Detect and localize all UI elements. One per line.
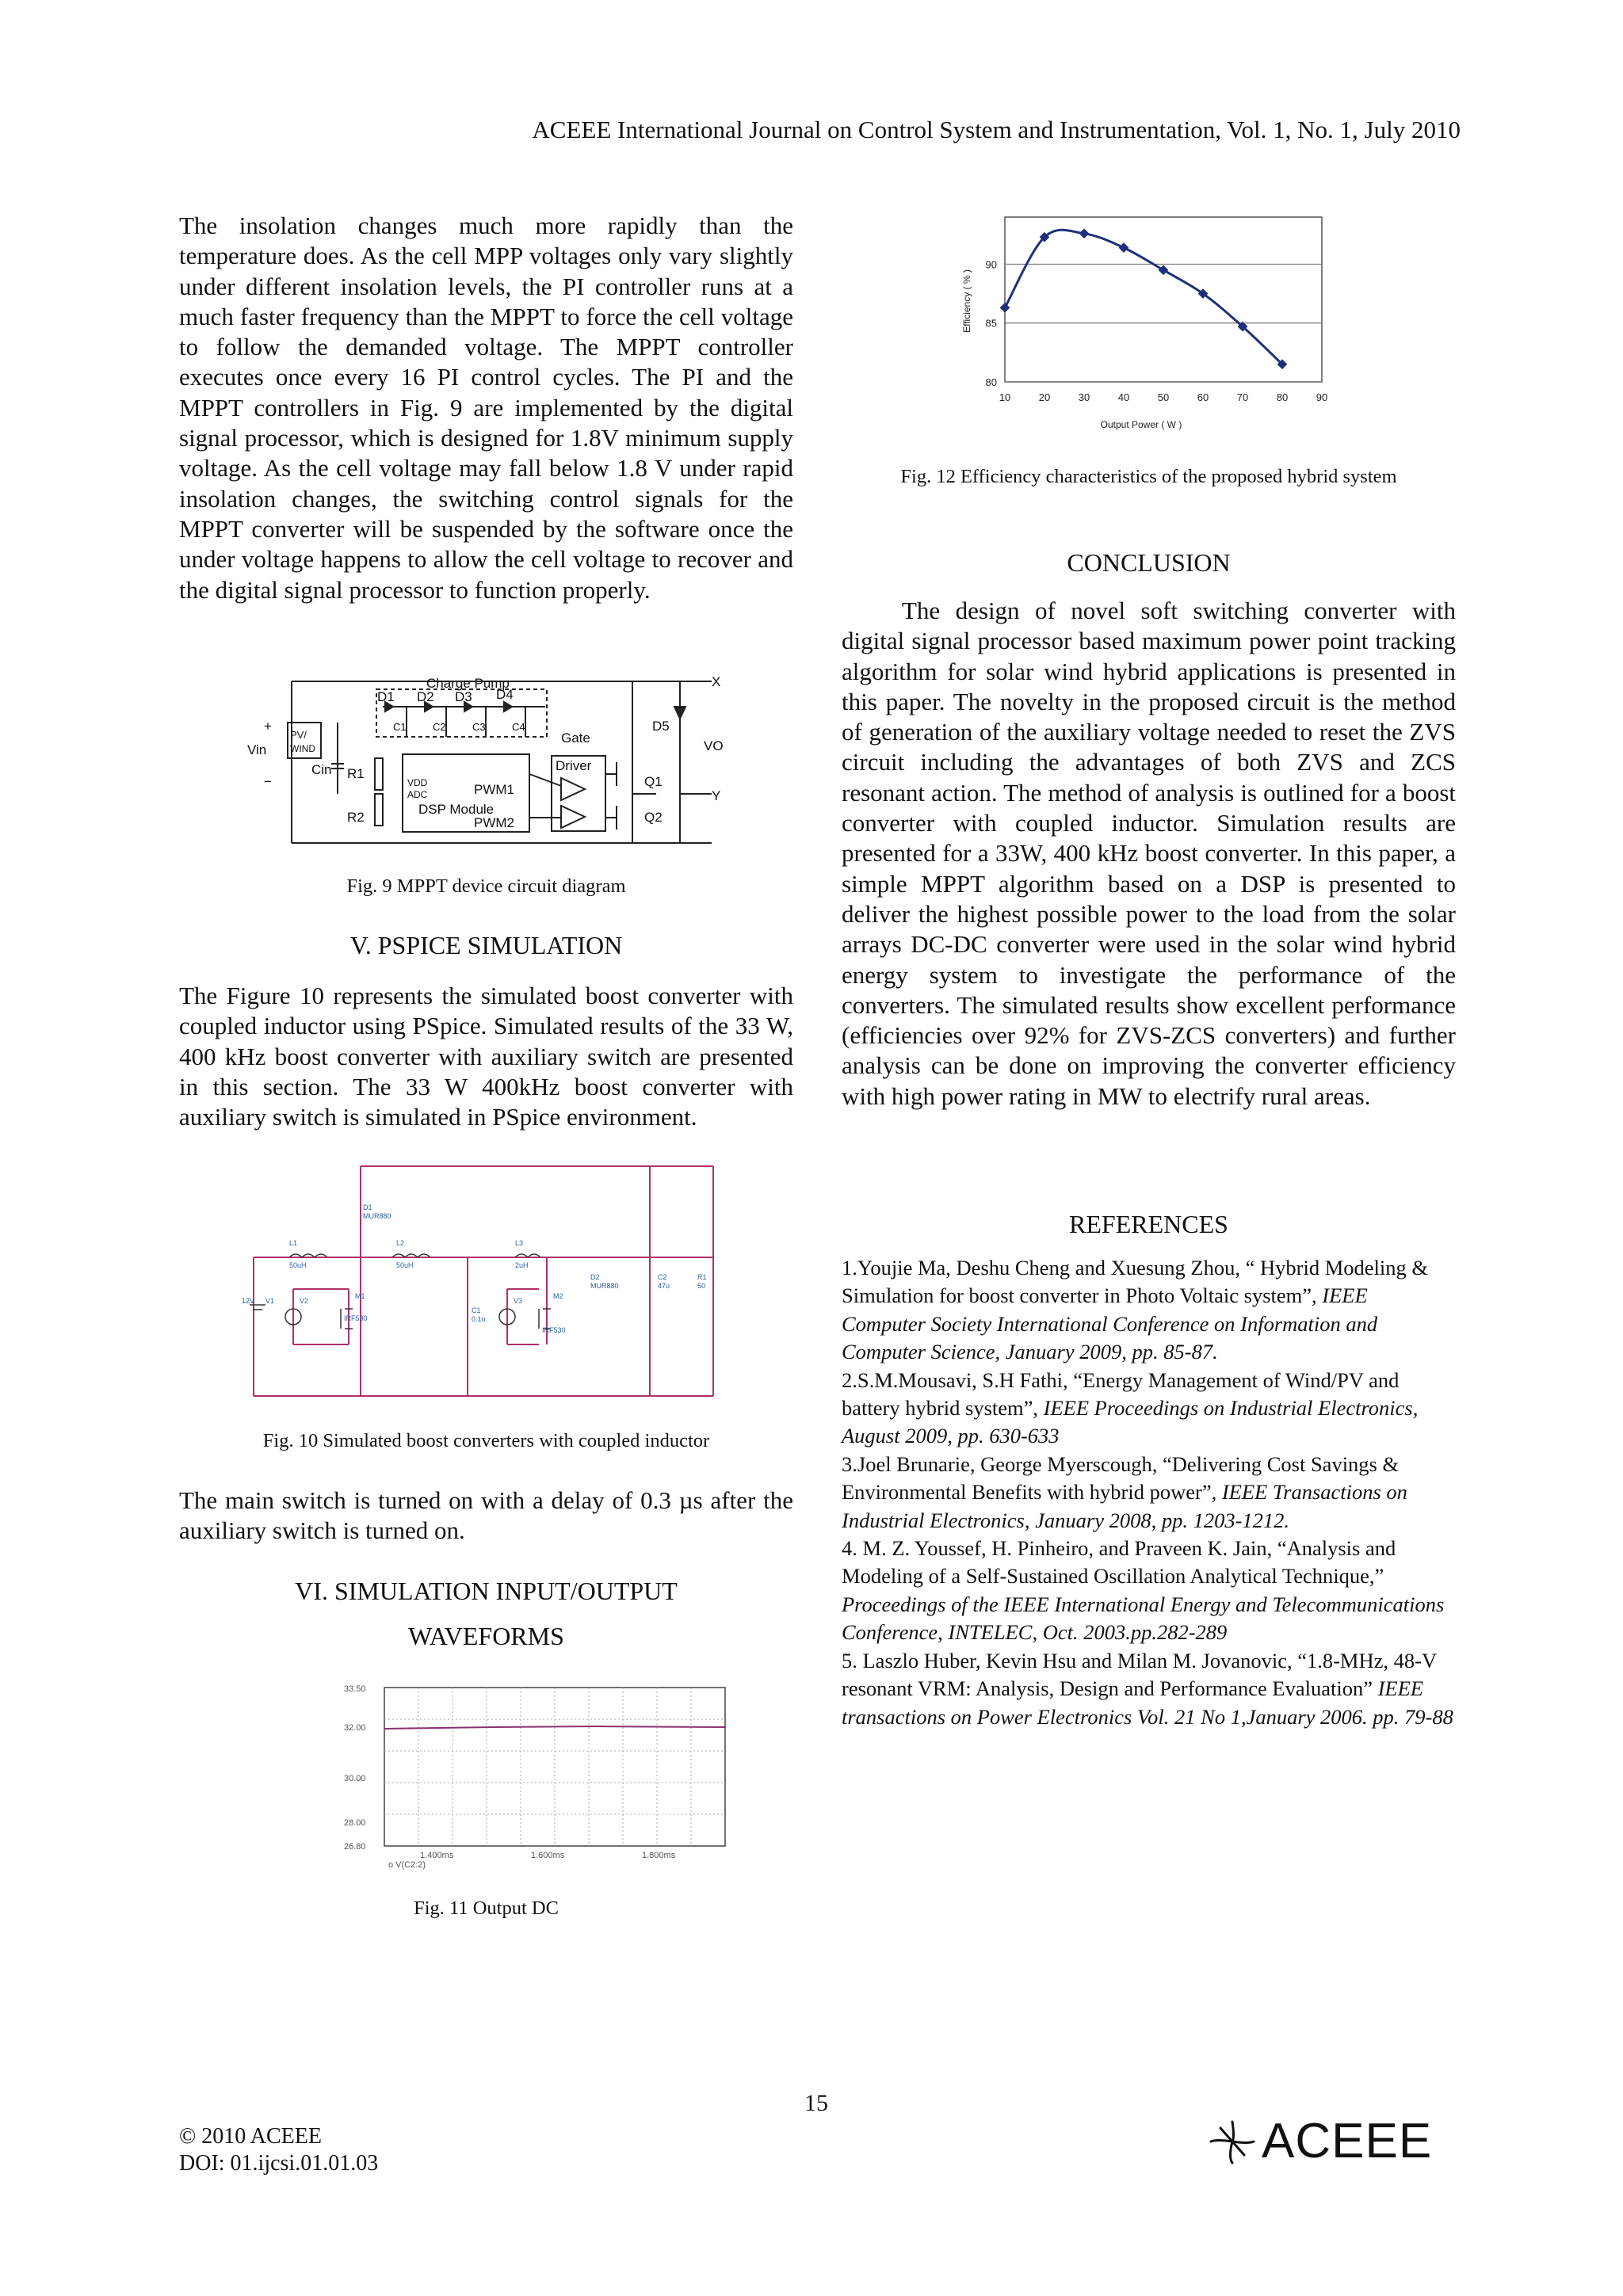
fig9-label: X bbox=[712, 674, 721, 689]
fig9-label: C4 bbox=[512, 721, 525, 733]
fig10-label: V2 bbox=[300, 1297, 309, 1305]
fig9-label: C3 bbox=[472, 721, 486, 733]
fig10-label: 50uH bbox=[289, 1261, 307, 1269]
fig9-label: Charge Pump bbox=[426, 676, 510, 691]
y-axis-label: Efficiency ( % ) bbox=[961, 269, 972, 333]
y-tick-label: 85 bbox=[985, 317, 997, 330]
x-tick-label: 40 bbox=[1117, 391, 1130, 403]
fig9-label: D2 bbox=[417, 689, 434, 704]
reference-item: 3.Joel Brunarie, George Myerscough, “Delivering Cost Savings & Environmental Benefits with hybrid power”, IEEE Transactions on Industrial Electronics, January 2008, pp. 1203-1212. bbox=[842, 1451, 1407, 1532]
fig10-label: MUR880 bbox=[590, 1282, 619, 1290]
fig10-label: M2 bbox=[553, 1292, 563, 1300]
fig9-label: D4 bbox=[496, 687, 514, 702]
x-tick-label: 50 bbox=[1157, 391, 1170, 403]
fig11-tick: 28.00 bbox=[344, 1818, 366, 1828]
fig10-label: D2 bbox=[590, 1273, 600, 1281]
logo-wordmark: ACEEE bbox=[1262, 2114, 1433, 2168]
fig9-label: WIND bbox=[290, 743, 315, 754]
fig9-label: VDD bbox=[407, 777, 428, 788]
fig9-label: R1 bbox=[347, 766, 365, 781]
running-header: ACEEE International Journal on Control System and Instrumentation, Vol. 1, No. 1, July 2010 bbox=[532, 116, 1461, 143]
fig10-label: L3 bbox=[515, 1239, 524, 1247]
fig10-label: M1 bbox=[355, 1292, 365, 1300]
fig10-label: D1 bbox=[363, 1203, 372, 1211]
fig9-label: Cin bbox=[311, 762, 332, 777]
body-paragraph: The insolation changes much more rapidly than the temperature does. As the cell MPP voltages only vary slightly under different insolation levels, the PI controller runs at a much faster frequency than the MPPT to force the cell voltage to follow the demanded voltage. The MPPT controller executes once every 16 PI control cycles. The PI and the MPPT controllers in Fig. 9 are implemented by the digital signal processor, which is designed for 1.8V minimum supply voltage. As the cell voltage may fall below 1.8 V under rapid insolation changes, the switching control signals for the MPPT converter will be suspended by the software once the under voltage happens to allow the cell voltage to recover and the digital signal processor to function properly. bbox=[179, 212, 793, 604]
reference-item: 5. Laszlo Huber, Kevin Hsu and Milan M. Jovanovic, “1.8-MHz, 48-V resonant VRM: Analysis, Design and Performance Evaluation” IEEE transactions on Power Electronics Vol. 21 No 1,January 2006. pp. 79-88 bbox=[842, 1648, 1453, 1729]
fig10-label: MUR880 bbox=[363, 1212, 391, 1220]
x-tick-label: 80 bbox=[1276, 391, 1289, 403]
fig10-label: V3 bbox=[514, 1297, 523, 1305]
fig9-label: Y bbox=[712, 788, 721, 803]
x-tick-label: 10 bbox=[999, 391, 1011, 403]
fig10-label: 12V bbox=[242, 1297, 255, 1305]
fig9-label: + bbox=[264, 719, 272, 734]
fig11-caption: Fig. 11 Output DC bbox=[414, 1897, 559, 1919]
reference-item: 2.S.M.Mousavi, S.H Fathi, “Energy Management of Wind/PV and battery hybrid system”, IEEE Proceedings on Industrial Electronics, August 2009, pp. 630-633 bbox=[842, 1367, 1419, 1448]
fig10-label: C2 bbox=[658, 1273, 667, 1281]
body-paragraph: The Figure 10 represents the simulated boost converter with coupled inductor using PSpice. Simulated results of the 33 W, 400 kHz boost converter with auxiliary switch are presented in this section. The 33 W 400kHz boost converter with auxiliary switch is simulated in PSpice environment. bbox=[179, 982, 793, 1131]
fig11-tick: 32.00 bbox=[344, 1723, 366, 1733]
aceee-logo bbox=[1205, 2114, 1458, 2169]
fig11-tick: 26.80 bbox=[344, 1842, 366, 1852]
data-point bbox=[1119, 242, 1129, 253]
fig10-schematic bbox=[242, 1162, 725, 1400]
fig9-label: R2 bbox=[347, 810, 365, 825]
section-heading: VI. SIMULATION INPUT/OUTPUT bbox=[295, 1577, 678, 1605]
y-tick-label: 90 bbox=[985, 258, 997, 271]
data-point bbox=[1079, 228, 1090, 238]
fig10-label: IRF530 bbox=[344, 1314, 368, 1322]
fig11-legend: o V(C2:2) bbox=[388, 1860, 426, 1870]
fig12-efficiency-chart bbox=[951, 208, 1339, 437]
reference-item: 1.Youjie Ma, Deshu Cheng and Xuesung Zhou, “ Hybrid Modeling & Simulation for boost converter in Photo Voltaic system”, IEEE Computer Society International Conference on Information and Computer Science, January 2009, pp. 85-87. bbox=[842, 1256, 1428, 1364]
y-tick-label: 80 bbox=[985, 376, 997, 388]
fig10-label: V1 bbox=[265, 1297, 275, 1305]
fig9-label: DSP Module bbox=[418, 802, 495, 817]
fig9-label: PWM1 bbox=[474, 782, 514, 797]
x-tick-label: 70 bbox=[1236, 391, 1249, 403]
section-heading: CONCLUSION bbox=[1067, 548, 1231, 577]
x-tick-label: 30 bbox=[1078, 391, 1090, 403]
fig10-label: R1 bbox=[697, 1273, 707, 1281]
reference-item: 4. M. Z. Youssef, H. Pinheiro, and Praveen K. Jain, “Analysis and Modeling of a Self-Sustained Oscillation Analytical Technique,” Proceedings of the IEEE International Energy and Telecommunications Conference, INTELEC, Oct. 2003.pp.282-289 bbox=[842, 1536, 1445, 1645]
fig9-caption: Fig. 9 MPPT device circuit diagram bbox=[346, 875, 626, 897]
fig11-tick: 30.00 bbox=[344, 1774, 366, 1783]
fig9-label: C1 bbox=[393, 721, 407, 733]
section-heading: WAVEFORMS bbox=[408, 1622, 564, 1650]
fig10-label: 50 bbox=[697, 1282, 706, 1290]
fig10-label: 0.1n bbox=[472, 1315, 486, 1323]
body-paragraph: The main switch is turned on with a delay of 0.3 µs after the auxiliary switch is turned on. bbox=[179, 1486, 793, 1545]
fig9-label: D3 bbox=[455, 689, 472, 704]
fig9-label: ADC bbox=[407, 789, 428, 800]
fig9-label: Vin bbox=[247, 742, 267, 757]
fig9-label: − bbox=[264, 774, 272, 789]
data-point bbox=[1159, 265, 1169, 275]
fig9-circuit-diagram bbox=[244, 675, 735, 849]
fig9-label: Driver bbox=[556, 758, 592, 773]
fig10-label: C1 bbox=[472, 1306, 481, 1314]
x-tick-label: 90 bbox=[1316, 391, 1328, 403]
efficiency-series-line bbox=[1005, 230, 1282, 364]
fig10-label: 47u bbox=[658, 1282, 670, 1290]
fig9-label: Gate bbox=[561, 730, 590, 746]
fig10-caption: Fig. 10 Simulated boost converters with coupled inductor bbox=[262, 1430, 710, 1451]
fig11-tick: 1.400ms bbox=[420, 1851, 454, 1860]
data-point bbox=[1000, 303, 1010, 313]
section-heading: REFERENCES bbox=[1069, 1210, 1228, 1238]
fig11-tick: 1.800ms bbox=[642, 1851, 676, 1860]
fig10-label: IRF530 bbox=[542, 1326, 566, 1334]
section-heading: V. PSPICE SIMULATION bbox=[349, 931, 623, 959]
doi: DOI: 01.ijcsi.01.01.03 bbox=[179, 2151, 379, 2176]
fig10-label: 50uH bbox=[396, 1261, 414, 1269]
copyright: © 2010 ACEEE bbox=[179, 2124, 322, 2149]
fig9-label: Q1 bbox=[644, 774, 663, 789]
fig11-tick: 1.600ms bbox=[531, 1851, 565, 1860]
fig9-label: VO bbox=[704, 738, 724, 753]
page-number: 15 bbox=[804, 2090, 828, 2116]
x-tick-label: 20 bbox=[1038, 391, 1051, 403]
aceee-star-icon bbox=[1205, 2114, 1260, 2169]
x-axis-label: Output Power ( W ) bbox=[1100, 419, 1182, 430]
fig9-label: PV/ bbox=[290, 729, 307, 741]
fig10-label: 2uH bbox=[515, 1261, 529, 1269]
conclusion-paragraph: The design of novel soft switching converter with digital signal processor based maximum power point tracking algorithm for solar wind hybrid applications is presented in this paper. The novelty in the proposed circuit is the method of generation of the auxiliary voltage needed to reset the ZVS circuit including the advantages of both ZVS and ZCS resonant action. The method of analysis is outlined for a boost converter with coupled inductor. Simulation results are presented for a 33W, 400 kHz boost converter. In this paper, a simple MPPT algorithm based on a DSP is presented to deliver the highest possible power to the load from the solar arrays DC-DC converter were used in the solar wind hybrid energy system to investigate the performance of the converters. The simulated results show excellent performance (efficiencies over 92% for ZVS-ZCS converters) and further analysis can be done on improving the converter efficiency with high power rating in MW to electrify rural areas. bbox=[842, 597, 1456, 1110]
fig9-label: D1 bbox=[377, 689, 395, 704]
references-list bbox=[842, 1254, 1456, 1731]
fig11-output-waveform bbox=[333, 1680, 737, 1870]
fig9-label: Q2 bbox=[644, 810, 663, 825]
fig12-caption: Fig. 12 Efficiency characteristics of the proposed hybrid system bbox=[900, 466, 1397, 487]
x-tick-label: 60 bbox=[1197, 391, 1209, 403]
fig10-label: L2 bbox=[396, 1239, 405, 1247]
fig11-tick: 33.50 bbox=[344, 1684, 366, 1694]
fig10-label: L1 bbox=[289, 1239, 298, 1247]
fig9-label: PWM2 bbox=[474, 815, 514, 830]
fig9-label: D5 bbox=[652, 719, 670, 734]
fig9-label: C2 bbox=[433, 721, 446, 733]
